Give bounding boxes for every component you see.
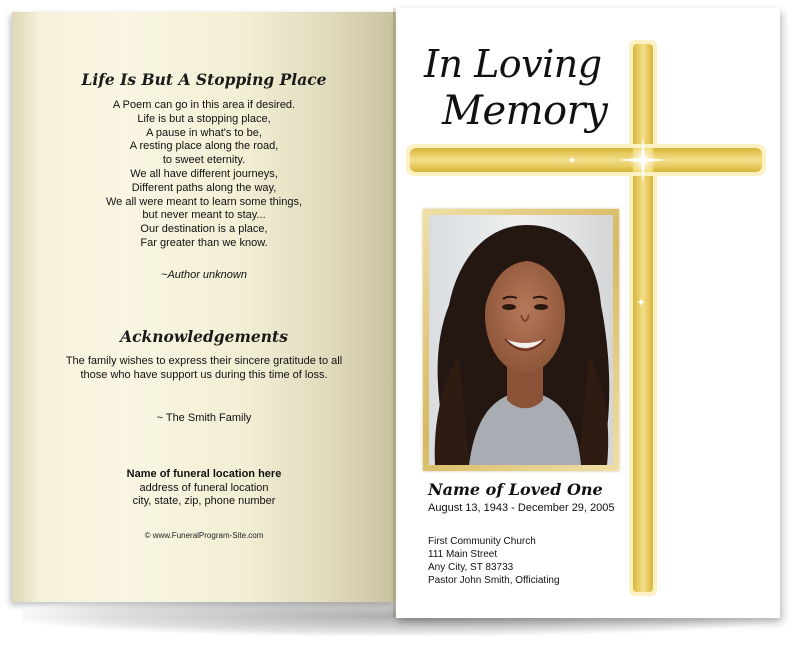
loved-one-name: Name of Loved One (428, 480, 603, 499)
portrait-frame (423, 209, 619, 471)
poem-text (12, 99, 396, 251)
poem-line: Our destination is a place, (140, 223, 268, 236)
service-line: 111 Main Street (428, 549, 498, 560)
poem-line: Life is but a stopping place, (137, 112, 271, 125)
location-city: city, state, zip, phone number (132, 495, 276, 507)
service-line: First Community Church (428, 536, 536, 547)
copyright-notice: © www.FuneralProgram-Site.com (144, 531, 264, 540)
service-line: Any City, ST 83733 (428, 562, 514, 573)
acknowledgements-title: Acknowledgements (120, 327, 288, 346)
poem-line: A pause in what's to be, (146, 126, 262, 139)
poem-line: Different paths along the way, (131, 181, 277, 194)
poem-title: Life Is But A Stopping Place (81, 70, 327, 89)
acknowledgements-signature: ~ The Smith Family (156, 412, 252, 424)
poem-line: but never meant to stay... (142, 209, 266, 222)
life-dates: August 13, 1943 - December 29, 2005 (428, 502, 615, 514)
poem-line: We all have different journeys, (130, 167, 278, 180)
poem-line: A resting place along the road, (129, 140, 279, 153)
inside-left-panel (12, 12, 396, 602)
acknowledgements-text: The family wishes to express their sincere gratitude to all those who have support us during this time of loss. (65, 355, 343, 381)
poem-line: Far greater than we know. (140, 236, 268, 249)
poem-author: ~Author unknown (161, 269, 247, 281)
service-details (428, 535, 560, 587)
location-address: address of funeral location (139, 481, 269, 494)
location-name: Name of funeral location here (126, 468, 282, 480)
front-cover-panel (396, 8, 780, 618)
poem-line: We all were meant to learn some things, (105, 195, 303, 208)
poem-line: A Poem can go in this area if desired. (112, 99, 296, 111)
poem-line: to sweet eternity. (162, 154, 246, 167)
title-line-1: In Loving (424, 42, 602, 86)
funeral-location (12, 468, 396, 509)
service-line: Pastor John Smith, Officiating (428, 575, 560, 586)
title-line-2: Memory (442, 88, 608, 134)
portrait-photo (429, 215, 613, 465)
center-fold (393, 8, 397, 618)
